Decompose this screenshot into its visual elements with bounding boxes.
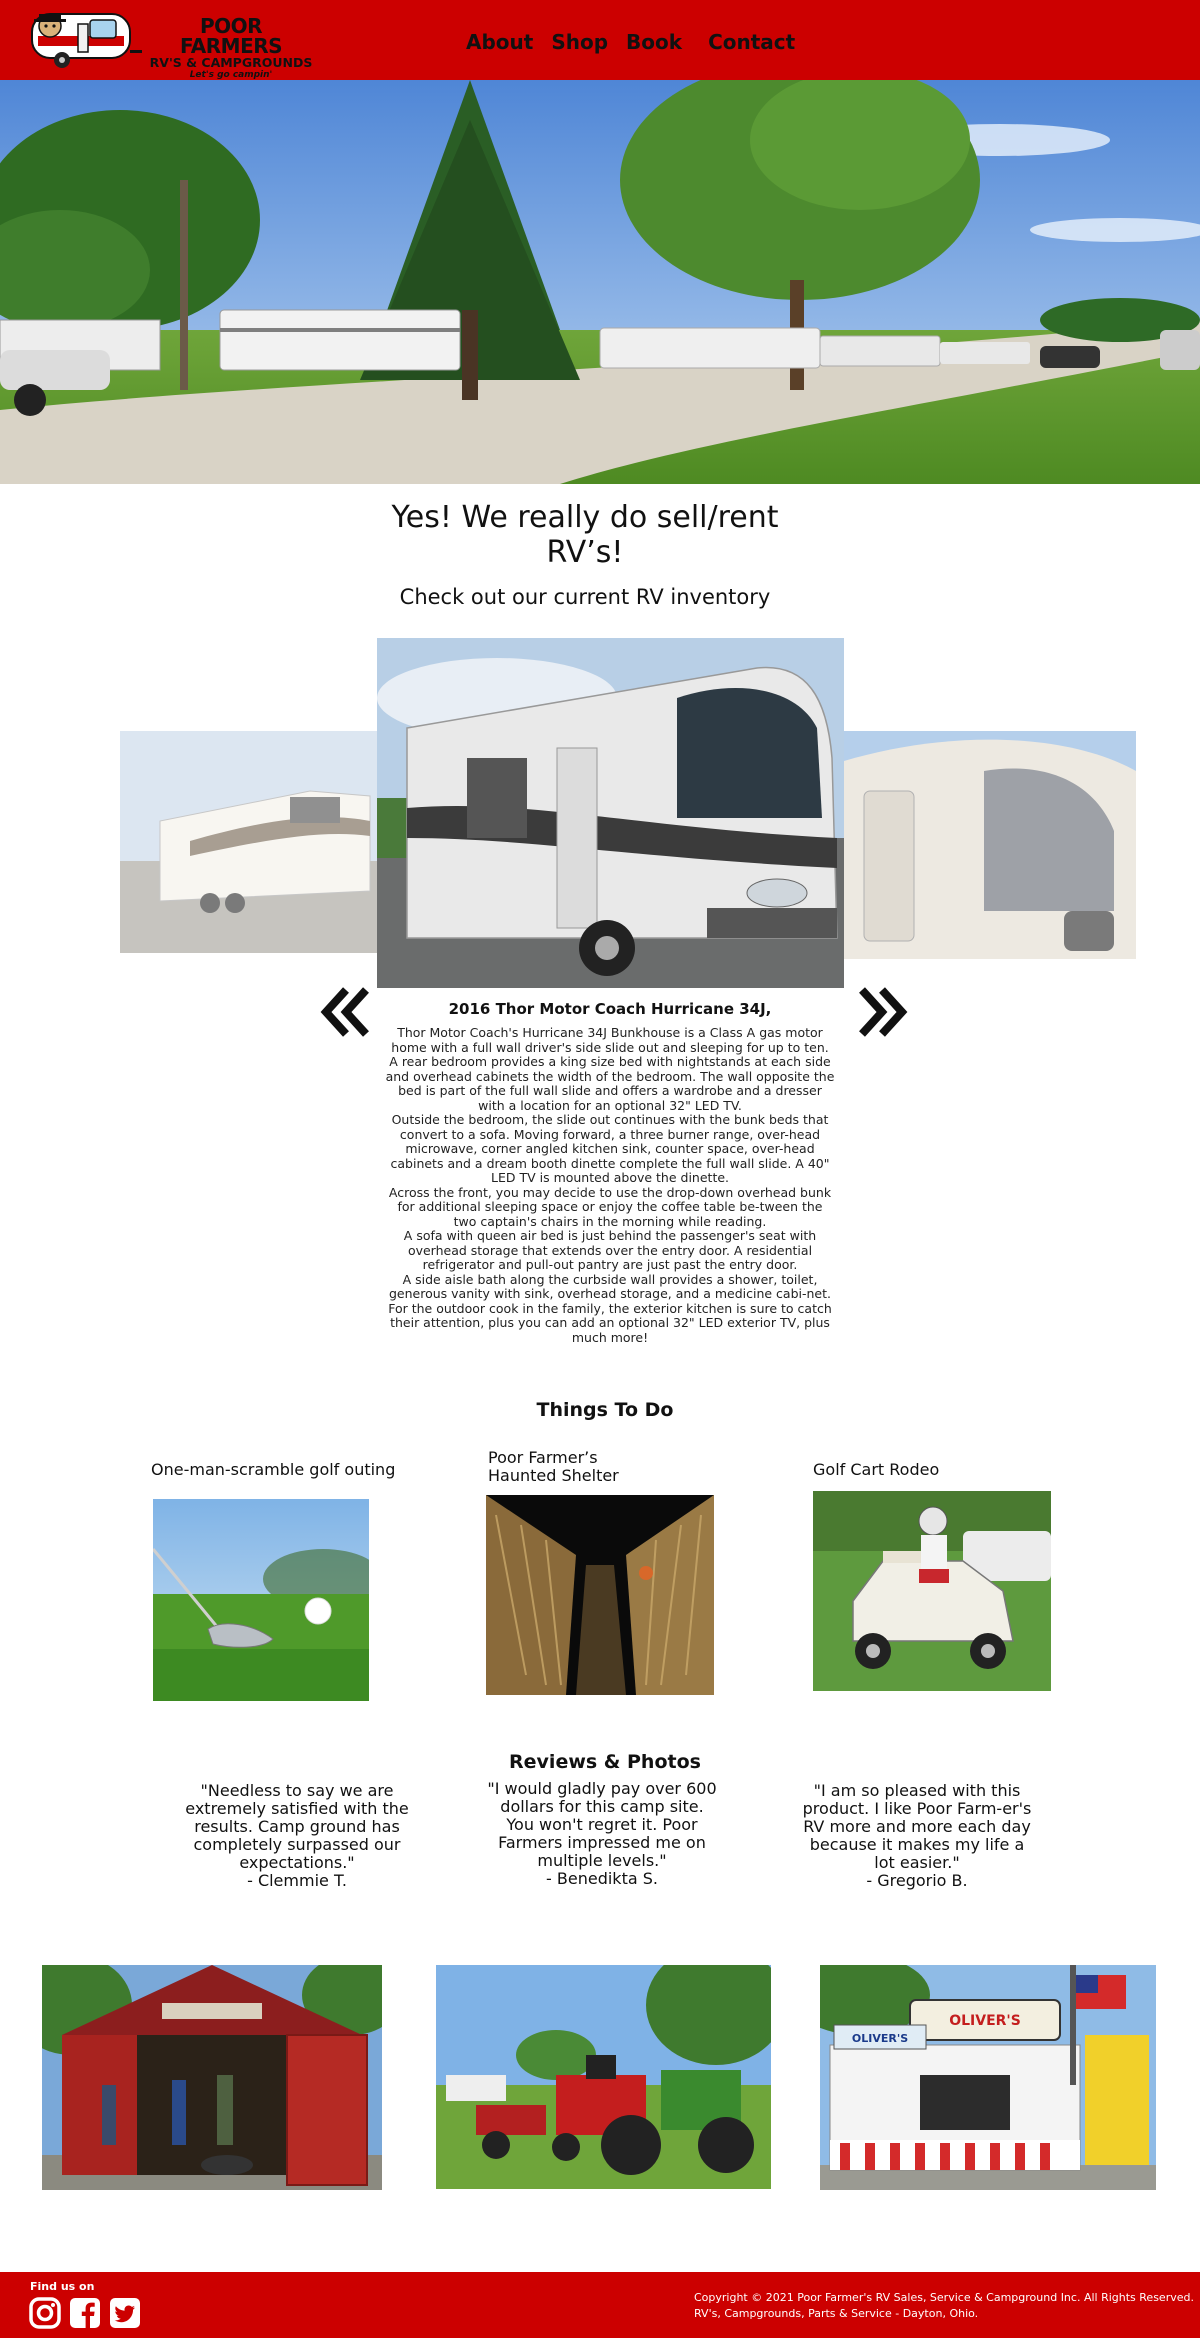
rv-desc-paragraph: For the outdoor cook in the family, the exterior kitchen is sure to catch their attention, plus you can add an optional 32" LED exterior TV, plus much more! <box>388 1300 832 1345</box>
vendor-sign-text-2: OLIVER'S <box>851 2032 909 2045</box>
nav-book[interactable]: Book <box>626 30 683 54</box>
site-logo[interactable] <box>26 6 313 80</box>
logo-line-2: RV'S & CAMPGROUNDS <box>149 55 313 70</box>
rv-listing-description <box>385 1026 835 1345</box>
hero-campground-image <box>0 80 1200 484</box>
find-us-label: Find us on <box>30 2280 95 2293</box>
rv-desc-paragraph: Across the front, you may decide to use the drop-down overhead bunk for additional sleeping space or enjoy the coffee table be-tween the two captain's chairs in the morning while reading. <box>388 1184 832 1229</box>
review-quote: "Needless to say we are extremely satisfied with the results. Camp ground has completely surpassed our expectations." <box>185 1781 409 1872</box>
double-chevron-left-icon <box>316 982 376 1042</box>
review-quote: "I am so pleased with this product. I like Poor Farm-er's RV more and more each day because it makes my life a lot easier." <box>802 1781 1032 1872</box>
main-nav <box>466 30 813 54</box>
photo-vendor-stand[interactable] <box>820 1965 1156 2190</box>
vendor-sign-text: OLIVER'S <box>949 2013 1021 2029</box>
food-stand-photo <box>820 1965 1156 2190</box>
carousel-next-rv-image[interactable] <box>844 731 1136 959</box>
rv-desc-paragraph: A side aisle bath along the curbside wall provides a shower, toilet, generous vanity with sink, overhead storage, and a medicine cabi-net. <box>388 1271 831 1301</box>
tractor-show-photo <box>436 1965 771 2189</box>
camper-trailer-logo-icon <box>26 6 146 74</box>
todo-label-golf: One-man-scramble golf outing <box>151 1460 396 1479</box>
instagram-icon <box>28 2296 62 2330</box>
rv-desc-paragraph: A sofa with queen air bed is just behind the passenger's seat with overhead storage that extends over the entry door. A residential refrigerator and pull-out pantry are just past the entry door. <box>403 1228 817 1272</box>
golf-cart-photo <box>813 1491 1051 1691</box>
rv-desc-paragraph: Thor Motor Coach's Hurricane 34J Bunkhouse is a Class A gas motor home with a full wall driver's side slide out and sleeping for up to ten. <box>391 1025 829 1055</box>
review-card <box>182 1782 412 1890</box>
carousel-prev-rv-image[interactable] <box>120 731 378 953</box>
nav-about[interactable]: About <box>466 30 534 54</box>
todo-label-rodeo: Golf Cart Rodeo <box>813 1460 940 1479</box>
campground-scene <box>0 80 1200 484</box>
rv-desc-paragraph: A rear bedroom provides a king size bed with nightstands at each side and overhead cabinets the width of the bedroom. The wall opposite the bed is part of the full wall slide and offers a wardrobe and a dresser with a location for an optional 32" LED TV. <box>385 1054 835 1113</box>
golf-ball-photo <box>153 1499 369 1701</box>
site-footer <box>0 2272 1200 2338</box>
nav-contact[interactable]: Contact <box>708 30 796 54</box>
instagram-link[interactable] <box>28 2296 62 2330</box>
todo-image-rodeo[interactable] <box>813 1491 1051 1691</box>
double-chevron-right-icon <box>852 982 912 1042</box>
red-barn-photo <box>42 1965 382 2190</box>
review-author: - Gregorio B. <box>866 1871 968 1890</box>
photo-tractors[interactable] <box>436 1965 771 2189</box>
flagstaff-rv-photo <box>844 731 1136 959</box>
reviews-heading: Reviews & Photos <box>509 1751 701 1773</box>
carousel-main-rv-image[interactable] <box>377 638 844 988</box>
review-quote: "I would gladly pay over 600 dollars for this camp site. You won't regret it. Poor Farmers impressed me on multiple levels." <box>487 1779 717 1870</box>
twitter-link[interactable] <box>108 2296 142 2330</box>
page-subtitle: Check out our current RV inventory <box>399 585 771 609</box>
logo-line-1: POOR FARMERS <box>179 14 283 58</box>
twitter-icon <box>108 2296 142 2330</box>
corn-maze-photo <box>486 1495 714 1695</box>
copyright-text: Copyright © 2021 Poor Farmer's RV Sales, Service & Campground Inc. All Rights Reserved. <box>694 2291 1194 2304</box>
thor-hurricane-rv-photo <box>377 638 844 988</box>
logo-text <box>146 16 316 81</box>
review-author: - Benedikta S. <box>546 1869 658 1888</box>
review-author: - Clemmie T. <box>247 1871 347 1890</box>
footer-tagline: RV's, Campgrounds, Parts & Service - Dayton, Ohio. <box>694 2307 979 2320</box>
todo-label-haunted: Poor Farmer’s Haunted Shelter <box>488 1448 619 1485</box>
logo-line-3: Let's go campin' <box>189 70 273 80</box>
rv-desc-paragraph: Outside the bedroom, the slide out continues with the bunk beds that convert to a sofa. Moving forward, a three burner range, over-head microwave, corner angled kitchen sink, counter space, over-head cabinets and a dream booth dinette complete the full wall slide. A 40" LED TV is mounted above the dinette. <box>390 1112 830 1185</box>
carousel-next-button[interactable] <box>852 982 912 1042</box>
photo-barn[interactable] <box>42 1965 382 2190</box>
fifth-wheel-rv-photo <box>120 731 378 953</box>
facebook-link[interactable] <box>68 2296 102 2330</box>
copyright-block <box>694 2290 1194 2322</box>
page-title: Yes! We really do sell/rent RV’s! <box>391 500 779 570</box>
rv-listing-title: 2016 Thor Motor Coach Hurricane 34J, <box>448 1000 772 1018</box>
todo-image-golf[interactable] <box>153 1499 369 1701</box>
site-header <box>0 0 1200 80</box>
things-to-do-heading: Things To Do <box>536 1399 674 1421</box>
nav-shop[interactable]: Shop <box>551 30 609 54</box>
facebook-icon <box>68 2296 102 2330</box>
review-card <box>487 1780 717 1888</box>
todo-image-haunted[interactable] <box>486 1495 714 1695</box>
review-card <box>802 1782 1032 1890</box>
carousel-prev-button[interactable] <box>316 982 376 1042</box>
